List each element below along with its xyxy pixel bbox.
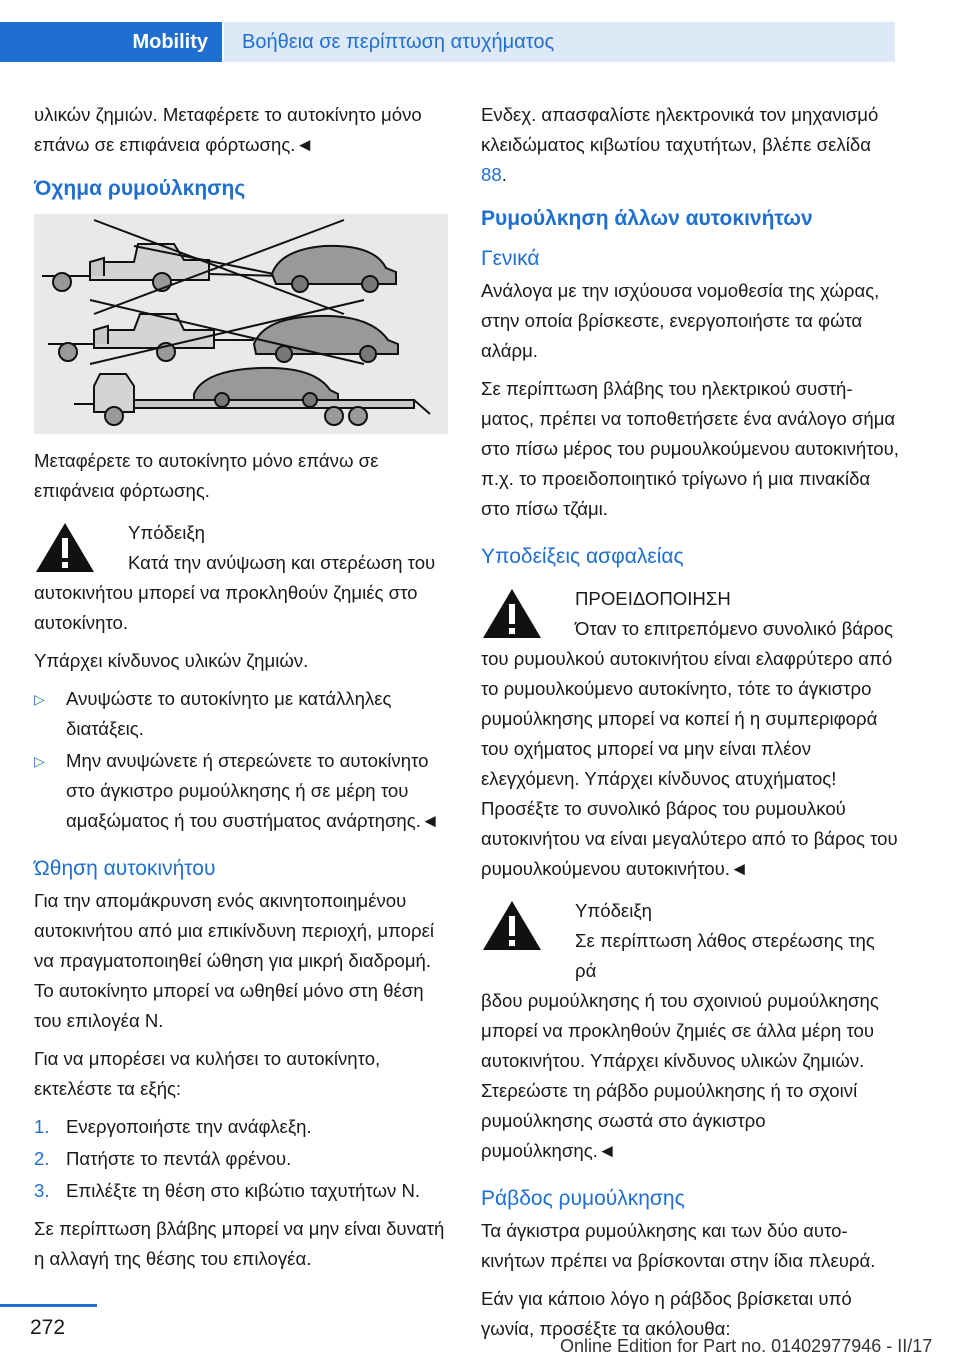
heading-push-vehicle: Ώθηση αυτοκινήτου: [34, 857, 216, 880]
warning-triangle-icon: [481, 586, 543, 640]
tow-truck-2: [48, 314, 254, 361]
heading-tow-other-vehicles: Ρυμούλκηση άλλων αυτοκινήτων: [481, 207, 813, 230]
unlock-paragraph: Ενδεχ. απασφαλίστε ηλεκτρονικά τον μηχανισμό κλειδώματος κιβωτίου ταχυτήτων, βλέπε σελίδα 88.: [481, 104, 879, 185]
general-paragraph-1: Ανάλογα με την ισχύουσα νομοθεσία της χώρας, στην οποία βρίσκεστε, ενεργοποιήστε τα φώτα αλάρμ.: [481, 280, 880, 361]
steps-list: [34, 1112, 454, 1206]
push-paragraph-3: Σε περίπτωση βλάβης μπορεί να μην είναι δυνατή η αλλαγή της θέσης του επιλογέα.: [34, 1218, 445, 1269]
right-column: [481, 100, 899, 1352]
list-item: ▷ Μην ανυψώνετε ή στερεώνετε το αυτοκίνητο στο άγκιστρο ρυμούλκησης ή σε μέρη του αμαξώματος ή του συστήματος ανάρτησης.◄: [34, 746, 454, 836]
precaution-list: [34, 684, 454, 836]
page-number: 272: [30, 1316, 66, 1339]
list-item: ▷ Ανυψώστε το αυτοκίνητο με κατάλληλες διατάξεις.: [34, 684, 454, 744]
topic-tab: Βοήθεια σε περίπτωση ατυχήματος: [224, 22, 895, 62]
bullet-triangle-icon: ▷: [34, 691, 45, 707]
list-item: 2. Πατήστε το πεντάλ φρένου.: [34, 1148, 292, 1169]
page-header: [0, 22, 895, 62]
page-link[interactable]: 88: [481, 164, 502, 185]
general-paragraph-2: Σε περίπτωση βλάβης του ηλεκτρικού συστήματος, πρέπει να τοποθετήσετε ένα ανάλογο σήμα στο πίσω μέρος του ρυμουλκούμενου αυτοκινήτου, π.χ. το προειδοποιητικό τρίγωνο ή μια πινακίδα στο πίσω τζάμι.: [481, 378, 899, 519]
note-label: Υπόδειξη: [128, 522, 206, 543]
heading-safety-notes: Υποδείξεις ασφαλείας: [481, 545, 684, 568]
heading-tow-bar: Ράβδος ρυμούλκησης: [481, 1187, 685, 1210]
warning-label: ΠΡΟΕΙΔΟΠΟΙΗΣΗ: [575, 588, 731, 609]
note-box-2: [481, 896, 899, 1166]
intro-paragraph: υλικών ζημιών. Μεταφέρετε το αυτοκίνητο μόνο επάνω σε επιφάνεια φόρτωσης.◄: [34, 104, 422, 155]
warning-text: του ρυμουλκού αυτοκινήτου είναι ελαφρύτερο από το ρυμουλκούμενο αυτοκίνητο, τότε το άγκιστρο ρυμούλκησης μπορεί να κοπεί ή η συμπεριφορά του οχήματος μπορεί να μην είναι πλέον ελεγχόμενη. Υπάρχει κίνδυνος ατυχήματος! Προσέξτε το συνολικό βάρος του ρυμουλκού αυτοκινήτου να είναι μεγαλύτερο από το βάρος του ρυμουλκούμενου αυτοκινήτου.◄: [481, 648, 898, 879]
list-item: 3. Επιλέξτε τη θέση στο κιβώτιο ταχυτήτων N.: [34, 1180, 421, 1201]
note-box-1: [34, 518, 454, 638]
note-text-first: Κατά την ανύψωση και στερέωση του: [128, 552, 436, 573]
warning-box: [481, 584, 899, 884]
bullet-triangle-icon: ▷: [34, 753, 45, 769]
tow-truck-illustration: [34, 214, 448, 434]
note-text: αυτοκινήτου μπορεί να προκληθούν ζημιές στο αυτοκίνητο.: [34, 582, 418, 633]
heading-general: Γενικά: [481, 247, 540, 270]
risk-text: Υπάρχει κίνδυνος υλικών ζημιών.: [34, 650, 309, 671]
towbar-paragraph-1: Τα άγκιστρα ρυμούλκησης και των δύο αυτοκινήτων πρέπει να βρίσκονται στην ίδια πλευρά.: [481, 1220, 876, 1271]
warning-triangle-icon: [34, 520, 96, 574]
left-column: [34, 100, 454, 1282]
note-label: Υπόδειξη: [575, 900, 653, 921]
footer-rule: [0, 1304, 97, 1307]
note-text-first: Σε περίπτωση λάθος στερέωσης της ρά: [575, 930, 875, 981]
note-text: βδου ρυμούλκησης ή του σχοινιού ρυμούλκησης μπορεί να προκληθούν ζημιές σε άλλα μέρη του αυτοκινήτου. Υπάρχει κίνδυνος υλικών ζημιών. Στερεώστε τη ράβδο ρυμούλκησης ή το σχοινί ρυμούλκησης σωστά στο άγκιστρο ρυμούλκησης.◄: [481, 990, 879, 1161]
list-item: 1. Ενεργοποιήστε την ανάφλεξη.: [34, 1116, 312, 1137]
towbar-paragraph-2: Εάν για κάποιο λόγο η ράβδος βρίσκεται υπό γωνία, προσέξτε τα ακόλουθα:: [481, 1288, 852, 1339]
warning-text-first: Όταν το επιτρεπόμενο συνολικό βάρος: [575, 618, 893, 639]
warning-triangle-icon: [481, 898, 543, 952]
car-1: [272, 246, 396, 292]
edition-info: Online Edition for Part no. 01402977946 - II/17: [560, 1336, 933, 1356]
figure-caption: Μεταφέρετε το αυτοκίνητο μόνο επάνω σε επιφάνεια φόρτωσης.: [34, 450, 379, 501]
push-paragraph-2: Για να μπορέσει να κυλήσει το αυτοκίνητο, εκτελέστε τα εξής:: [34, 1048, 381, 1099]
section-tab: Mobility: [0, 22, 222, 62]
push-paragraph-1: Για την απομάκρυνση ενός ακινητοποιημένου αυτοκινήτου από μια επικίνδυνη περιοχή, μπορεί να πραγματοποιηθεί ώθηση για μικρή διαδρομή. Το αυτοκίνητο μπορεί να ωθηθεί μόνο στη θέση του επιλογέα N.: [34, 890, 435, 1031]
tow-truck-1: [42, 244, 284, 291]
heading-tow-vehicle: Όχημα ρυμούλκησης: [34, 177, 246, 200]
